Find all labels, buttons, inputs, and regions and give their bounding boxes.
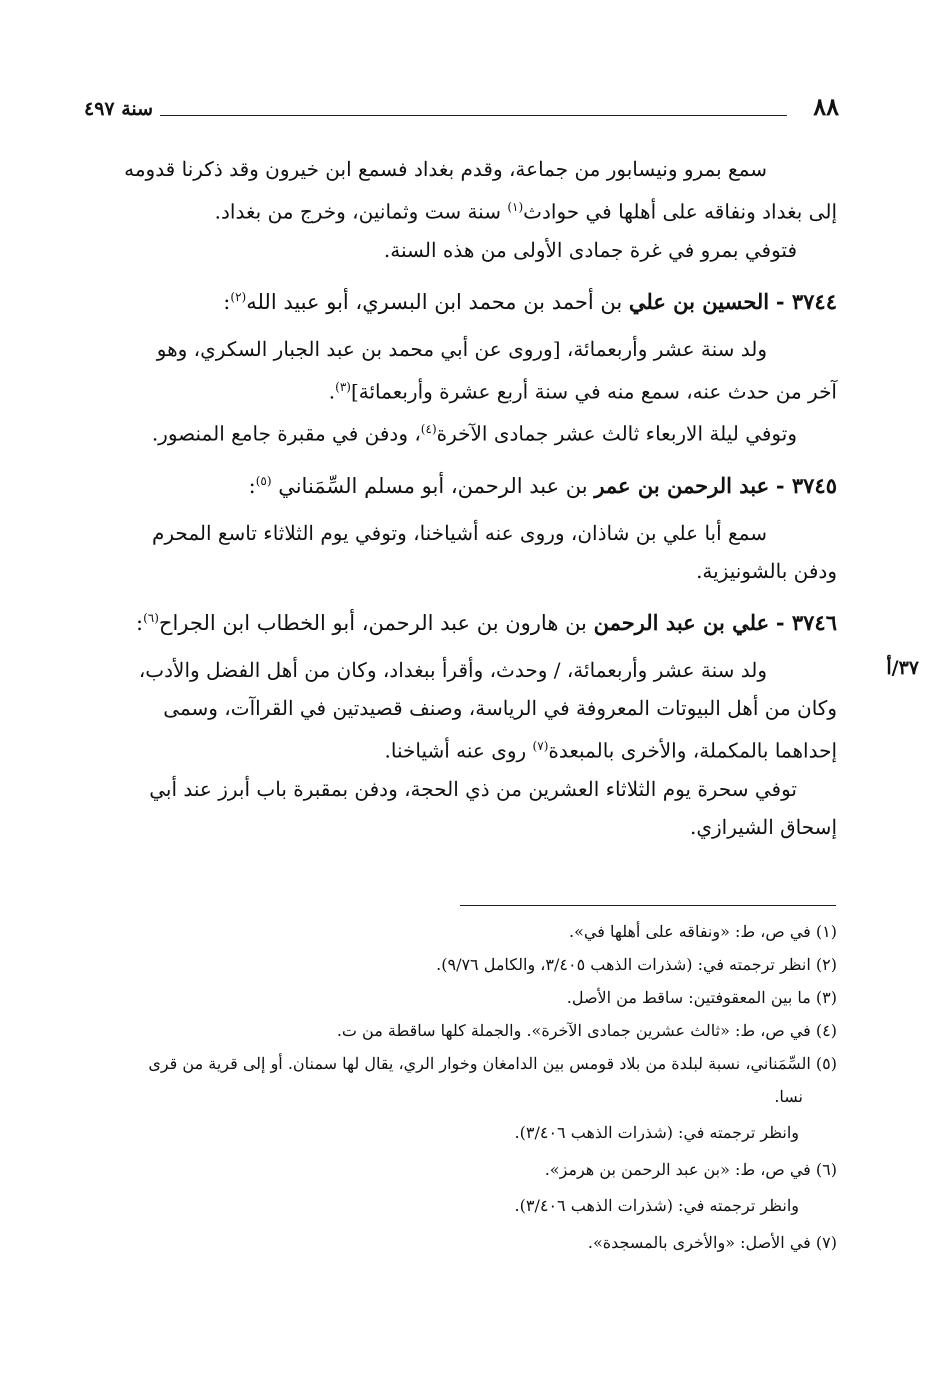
- paragraph-line: [80, 727, 837, 770]
- paragraph-line: ودفن بالشونيزية.: [696, 558, 837, 583]
- text-run: ، ودفن في مقبرة جامع المنصور.: [151, 421, 421, 446]
- footnote: (٧) في الأصل: «والأخرى بالمسجدة».: [587, 1233, 837, 1252]
- footnote-marker: (٤): [420, 422, 437, 437]
- footnote: (١) في ص، ط: «ونفاقه على أهلها في».: [569, 922, 837, 941]
- paragraph-line: إسحاق الشيرازي.: [690, 814, 837, 839]
- biography-entry-heading: [80, 275, 837, 324]
- text-run: .: [328, 379, 336, 404]
- text-run: روى عنه أشياخنا.: [384, 738, 533, 763]
- paragraph-line: [80, 188, 837, 231]
- footnote-continuation: نسا.: [774, 1087, 803, 1106]
- entry-name: عبد الرحمن بن عمر: [594, 472, 770, 498]
- footnotes: [70, 915, 837, 1259]
- page-number: ٨٨: [813, 92, 839, 121]
- entry-number: ٣٧٤٦ -: [775, 609, 837, 635]
- entry-colon: :: [136, 610, 144, 635]
- paragraph-line: ولد سنة عشر وأربعمائة، [وروى عن أبي محمد بن عبد الجبار السكري، وهو: [156, 336, 767, 361]
- text-run: إحداهما بالمكملة، والأخرى بالمبعدة: [548, 738, 837, 763]
- main-text: [80, 150, 919, 846]
- entry-lineage: بن عبد الرحمن، أبو مسلم السِّمَناني: [278, 473, 595, 498]
- paragraph-line: سمع بمرو ونيسابور من جماعة، وقدم بغداد فسمع ابن خيرون وقد ذكرنا قدومه: [124, 157, 767, 181]
- footnote: (٥) السِّمَناني، نسبة لبلدة من بلاد قومس بين الدامغان وخوار الري، يقال لها سمنان. أو إلى قرية من قرى: [148, 1054, 837, 1073]
- paragraph-line: [80, 368, 837, 411]
- entry-name: علي بن عبد الرحمن: [593, 609, 770, 635]
- footnote-marker: (١): [507, 200, 524, 214]
- header-rule: [160, 115, 787, 116]
- paragraph-line: فتوفي بمرو في غرة جمادى الأولى من هذه السنة.: [383, 237, 797, 262]
- entry-number: ٣٧٤٤ -: [775, 288, 837, 314]
- footnote-rule: [460, 905, 836, 906]
- running-head-year: سنة ٤٩٧: [84, 98, 154, 120]
- entry-number: ٣٧٤٥ -: [775, 472, 837, 498]
- paragraph-block: [80, 651, 919, 846]
- footnote: (٤) في ص، ط: «ثالث عشرين جمادى الآخرة». والجملة كلها ساقطة من ت.: [336, 1021, 837, 1040]
- footnote-see-also: وانظر ترجمته في: (شذرات الذهب ٣/٤٠٦).: [514, 1196, 799, 1215]
- footnote: (٣) ما بين المعقوفتين: ساقط من الأصل.: [566, 988, 837, 1007]
- entry-colon: :: [223, 289, 231, 314]
- footnote-marker: (٣): [335, 379, 351, 394]
- paragraph-line: سمع أبا علي بن شاذان، وروى عنه أشياخنا، وتوفي يوم الثلاثاء تاسع المحرم: [151, 520, 767, 545]
- biography-entry-heading: [80, 596, 837, 645]
- text-run: إلى بغداد ونفاقه على أهلها في حوادث: [523, 199, 837, 224]
- footnote-marker: (٢): [230, 289, 247, 304]
- footnote-see-also: وانظر ترجمته في: (شذرات الذهب ٣/٤٠٦).: [514, 1123, 799, 1142]
- footnote: (٢) انظر ترجمته في: (شذرات الذهب ٣/٤٠٥، والكامل ٩/٧٦).: [436, 955, 837, 974]
- footnote-marker: (٥): [255, 473, 272, 488]
- entry-colon: :: [248, 473, 256, 498]
- paragraph-line: توفي سحرة يوم الثلاثاء العشرين من ذي الحجة، ودفن بمقبرة باب أبرز عند أبي: [149, 776, 797, 801]
- entry-lineage: بن هارون بن عبد الرحمن، أبو الخطاب ابن الجراح: [158, 610, 594, 635]
- text-run: سنة ست وثمانين، وخرج من بغداد.: [214, 199, 508, 224]
- paragraph-line: وكان من أهل البيوتات المعروفة في الرياسة، وصنف قصيدتين في القراآت، وسمى: [163, 695, 837, 720]
- manuscript-folio-marker: ٣٧/أ: [886, 656, 919, 679]
- footnote-marker: (٧): [532, 738, 549, 753]
- entry-lineage: بن أحمد بن محمد ابن البسري، أبو عبيد الله: [246, 289, 629, 314]
- entry-name: الحسين بن علي: [628, 288, 770, 314]
- text-run: آخر من حدث عنه، سمع منه في سنة أربع عشرة وأربعمائة]: [350, 379, 837, 404]
- footnote: (٦) في ص، ط: «بن عبد الرحمن بن هرمز».: [544, 1160, 837, 1179]
- footnote-marker: (٦): [143, 610, 159, 625]
- biography-entry-heading: [80, 459, 837, 508]
- text-run: وتوفي ليلة الاربعاء ثالث عشر جمادى الآخرة: [436, 421, 797, 446]
- paragraph-line: [80, 410, 837, 453]
- paragraph-line: ولد سنة عشر وأربعمائة، / وحدث، وأقرأ ببغداد، وكان من أهل الفضل والأدب،: [138, 657, 767, 682]
